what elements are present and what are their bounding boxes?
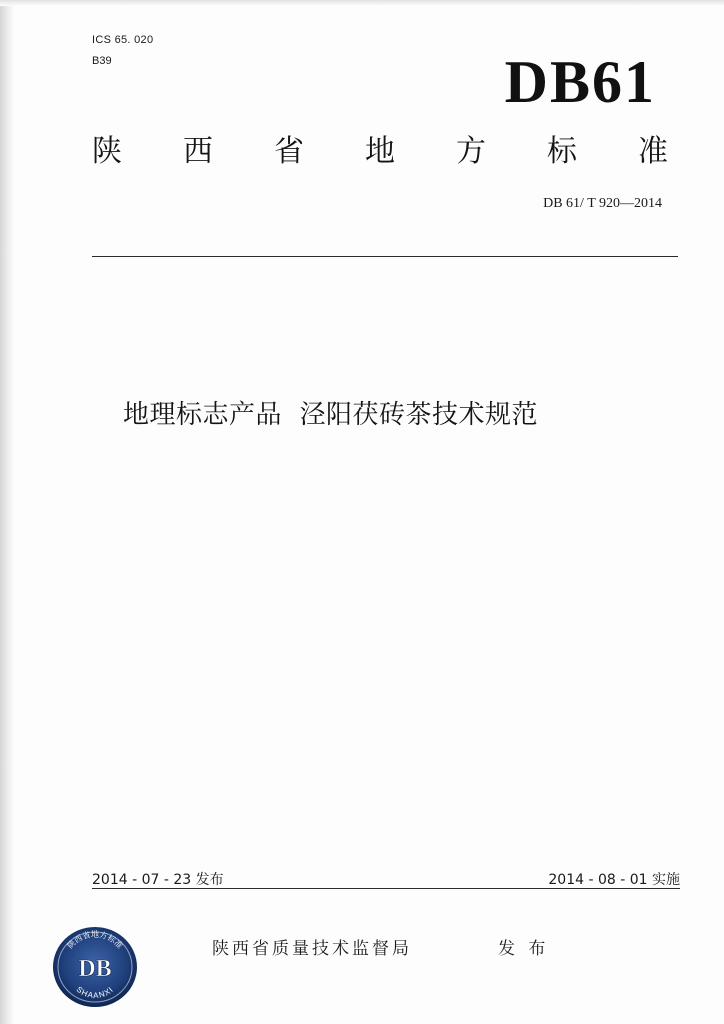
standard-number: DB 61/ T 920—2014 <box>543 196 662 211</box>
standard-type-char: 陕 <box>92 134 122 169</box>
seal-center-text: DB <box>78 956 112 982</box>
footer-divider <box>92 888 680 889</box>
header-divider <box>92 256 678 257</box>
document-title: 地理标志产品 泾阳茯砖茶技术规范 <box>123 400 539 430</box>
scan-top-edge <box>0 0 724 6</box>
seal-top-text: 陕西省地方标准 <box>65 930 125 951</box>
implementation-date: 2014 - 08 - 01 实施 <box>548 872 680 888</box>
scan-left-edge <box>0 0 14 1024</box>
standard-type-char: 地 <box>365 134 395 169</box>
standard-type-heading <box>92 134 668 169</box>
db61-logo: DB61 <box>504 49 656 115</box>
seal-emblem <box>52 924 138 1010</box>
issuing-authority: 陕西省质量技术监督局 <box>212 939 412 959</box>
standard-type-char: 标 <box>547 134 577 169</box>
standard-type-char: 方 <box>456 134 486 169</box>
ccs-code: B39 <box>92 55 112 67</box>
standard-type-char: 准 <box>638 134 668 169</box>
publish-label: 发 布 <box>498 939 550 959</box>
standard-type-char: 省 <box>274 134 304 169</box>
seal-emblem-icon <box>52 924 138 1010</box>
ics-code: ICS 65. 020 <box>92 34 154 46</box>
standard-type-char: 西 <box>183 134 213 169</box>
issue-date: 2014 - 07 - 23 发布 <box>92 872 224 888</box>
seal-bottom-text: SHAANXI <box>74 984 116 1001</box>
